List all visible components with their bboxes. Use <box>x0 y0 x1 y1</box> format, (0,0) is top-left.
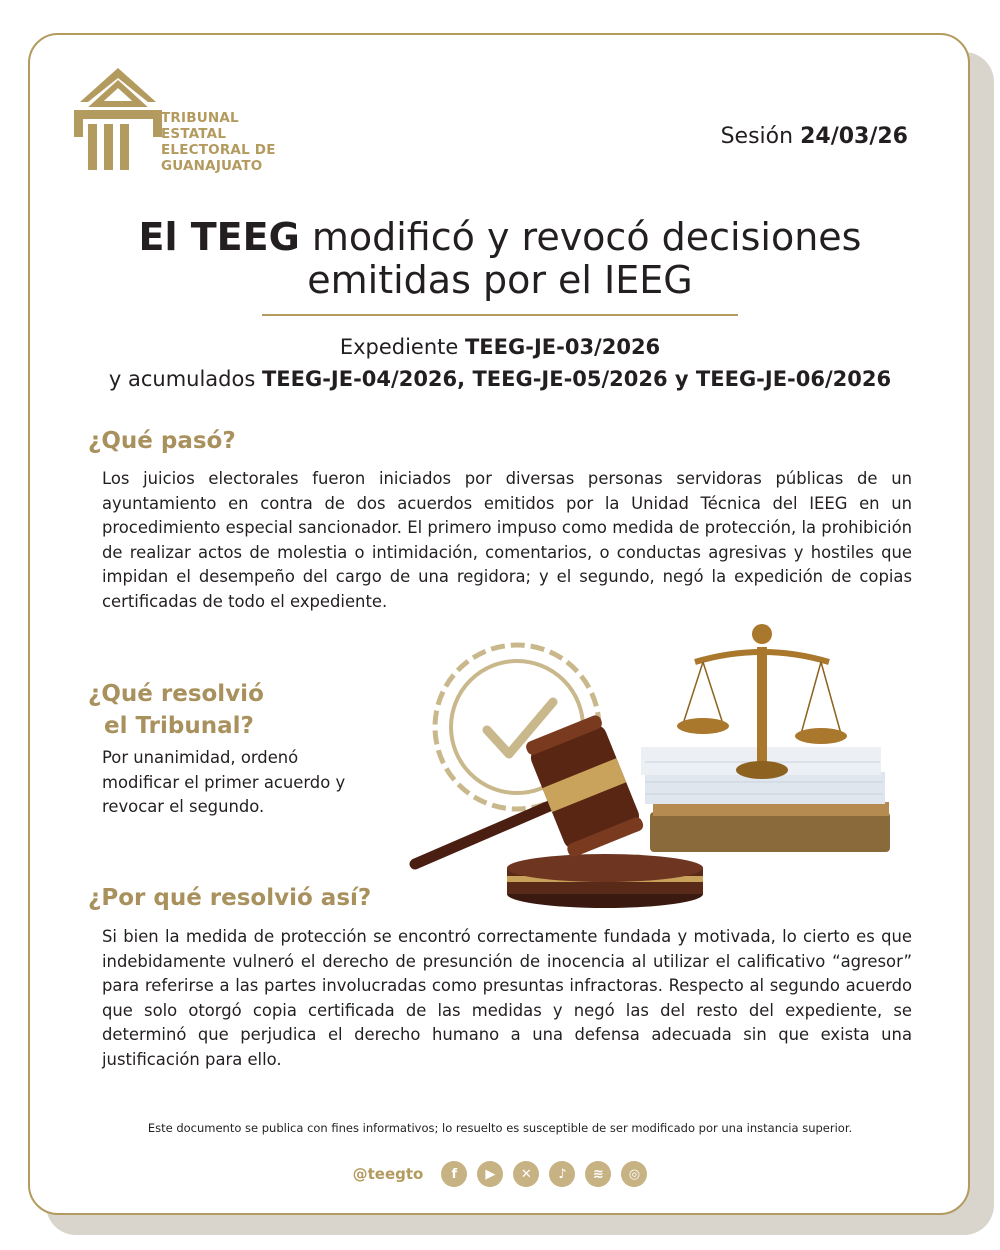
tiktok-icon[interactable]: ♪ <box>549 1161 575 1187</box>
body-que-paso: Los juicios electorales fueron iniciados por diversas personas servidoras públicas de un ayuntamiento en contra de dos acuerdos emitidos por la Unidad Técnica del IEEG en un procedimiento especial sancionador. El primero impuso como medida de protección, la prohibición de realizar actos de molestia o intimidación, comentarios, o conductas agresivas y hostiles que impidan el desempeño del cargo de una regidora; y el segundo, negó la expedición de copias certificadas de todo el expediente. <box>102 469 912 611</box>
instagram-icon[interactable]: ◎ <box>621 1161 647 1187</box>
justice-illustration <box>405 612 900 912</box>
facebook-icon[interactable]: f <box>441 1161 467 1187</box>
page-title: El TEEG modificó y revocó decisiones emitidas por el IEEG <box>138 215 862 302</box>
logo-text: TRIBUNAL ESTATAL ELECTORAL DE GUANAJUATO <box>161 110 276 174</box>
social-bar <box>0 1160 1000 1188</box>
teeg-logo-icon <box>74 66 162 174</box>
spotify-icon[interactable]: ≋ <box>585 1161 611 1187</box>
x-icon[interactable]: ✕ <box>513 1161 539 1187</box>
youtube-icon[interactable]: ▶ <box>477 1161 503 1187</box>
title-divider <box>262 314 738 316</box>
disclaimer: Este documento se publica con fines informativos; lo resuelto es susceptible de ser modificado por una instancia superior. <box>147 1121 853 1135</box>
body-por-que: Si bien la medida de protección se encontró correctamente fundada y motivada, lo cierto es que indebidamente vulneró el derecho de presunción de inocencia al utilizar el calificativo “agresor” para referirse a las partes involucradas como presuntas infractoras. Respecto al segundo acuerdo que solo otorgó copia certificada de las medidas y negó las del resto del expediente, se determinó que perjudica el derecho humano a una defensa adecuada sin que exista una justificación para ello. <box>102 927 912 1069</box>
heading-que-paso: ¿Qué pasó? <box>88 428 236 454</box>
session-date: Sesión 24/03/26 <box>720 124 908 149</box>
body-que-resolvio: Por unanimidad, ordenó modificar el primer acuerdo y revocar el segundo. <box>102 748 346 816</box>
heading-que-resolvio: ¿Qué resolvió el Tribunal? <box>88 681 264 739</box>
heading-por-que: ¿Por qué resolvió así? <box>88 885 372 911</box>
social-handle[interactable]: @teegto <box>352 1165 424 1183</box>
expediente-info: Expediente TEEG-JE-03/2026 y acumulados TEEG-JE-04/2026, TEEG-JE-05/2026 y TEEG-JE-06/2026 <box>108 335 892 391</box>
